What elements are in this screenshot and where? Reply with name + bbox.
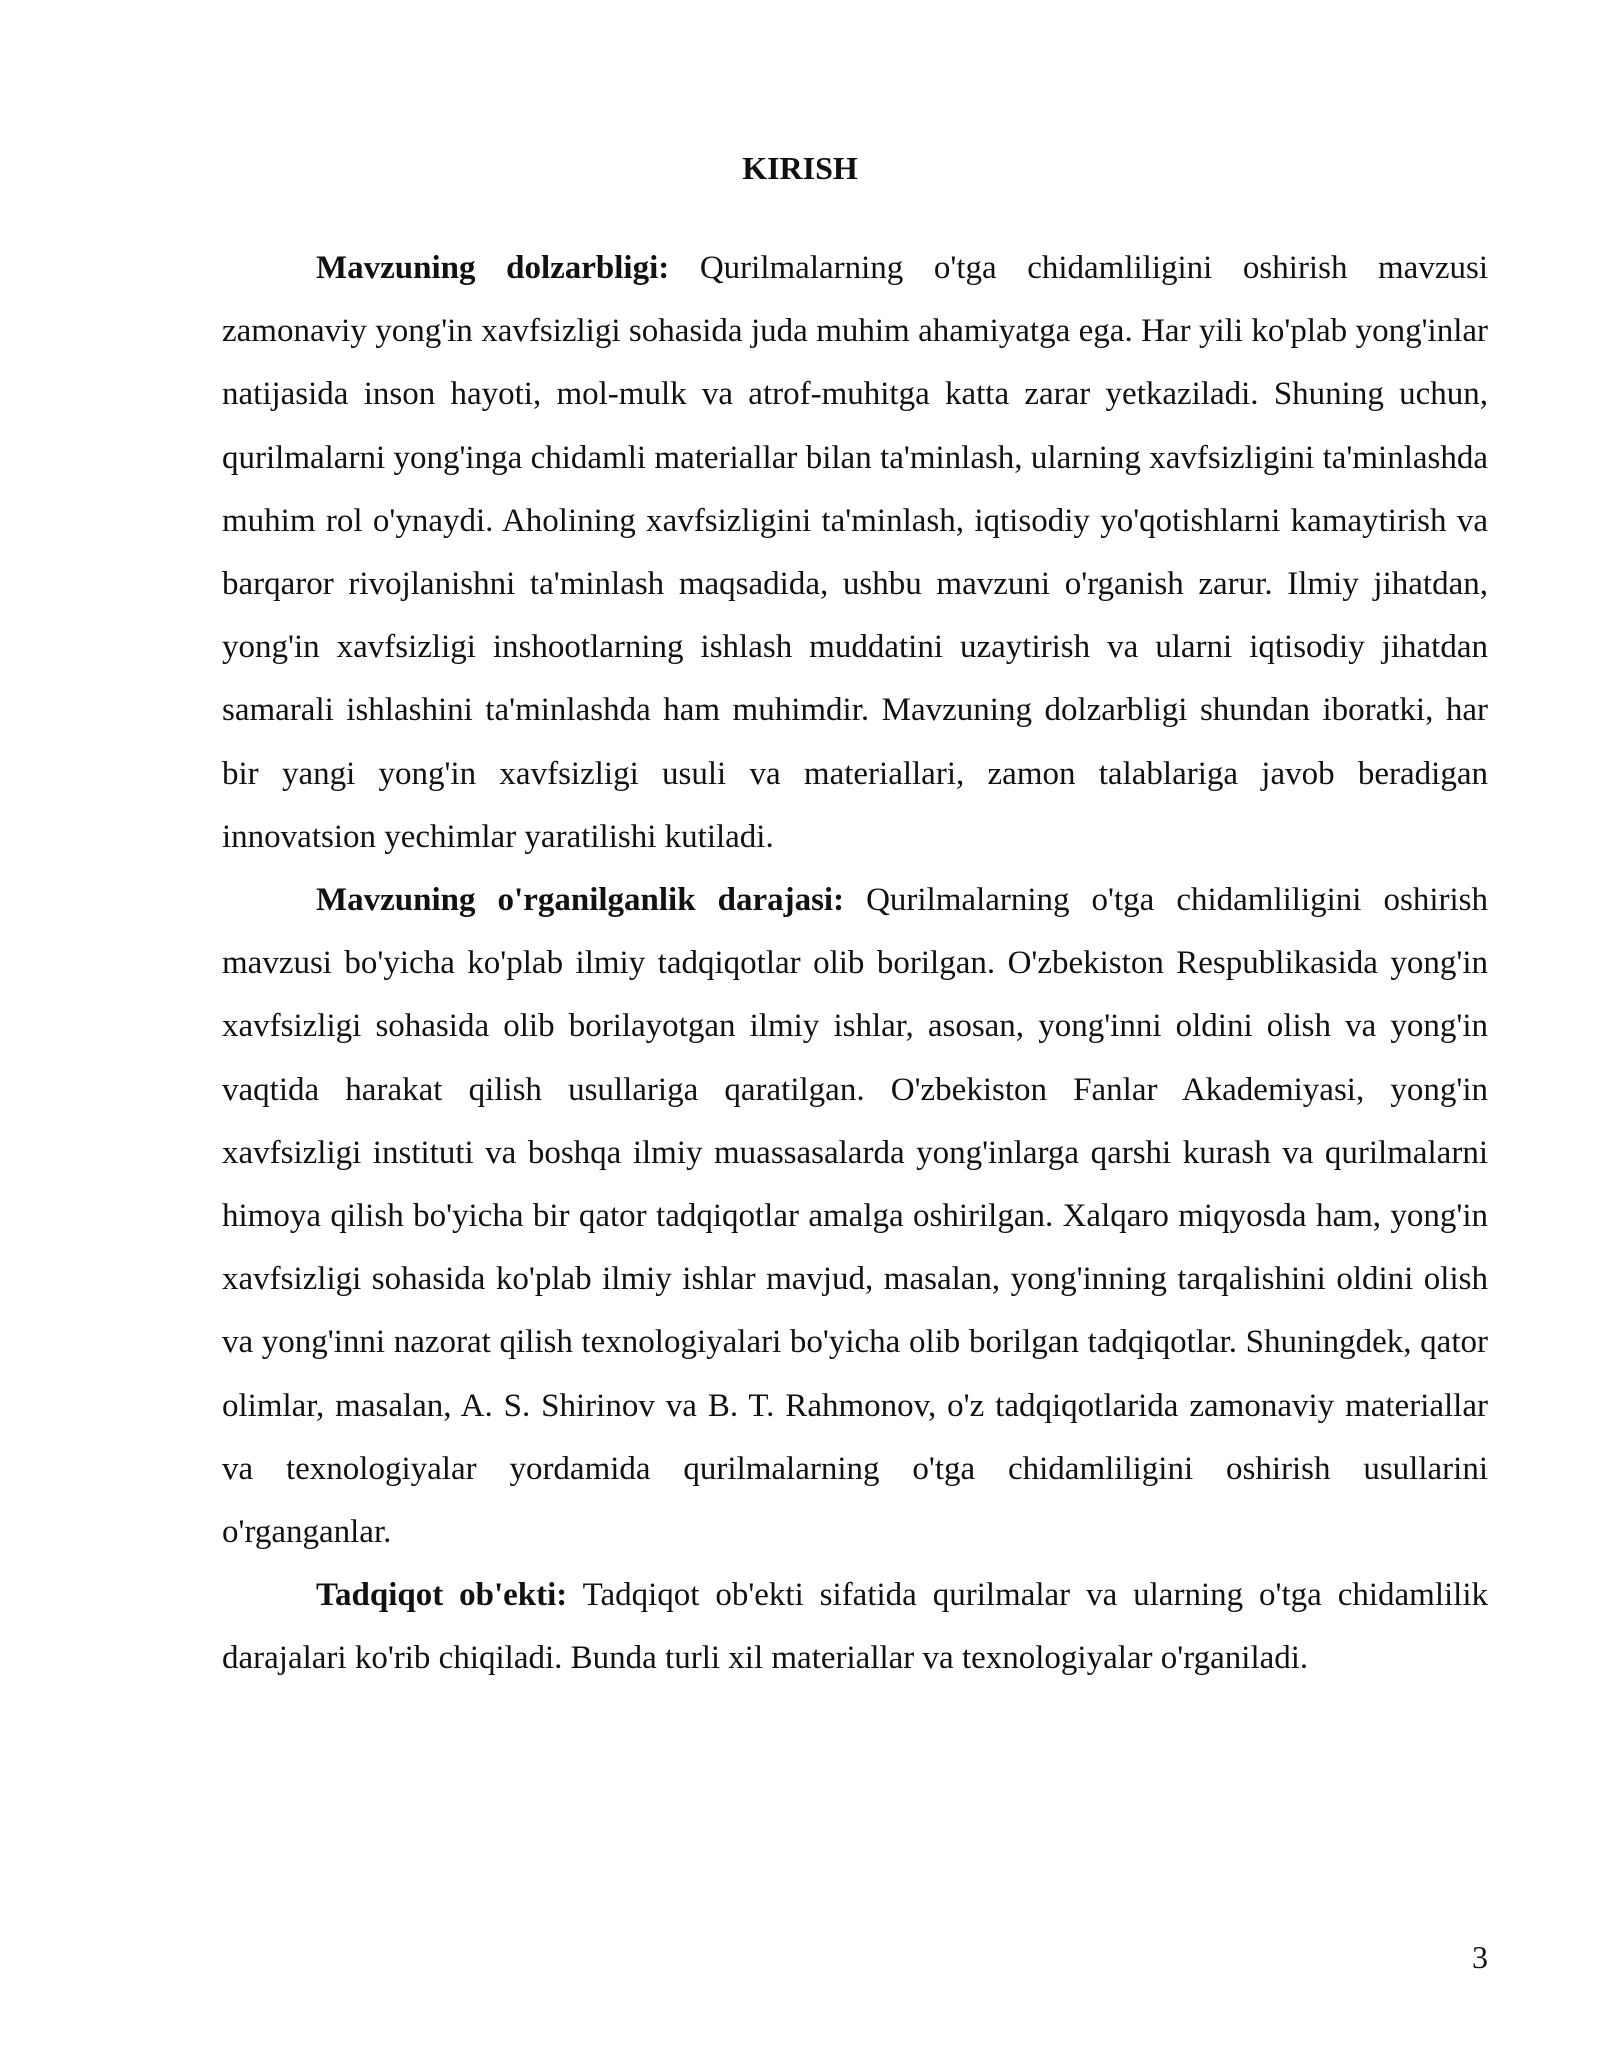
page-number: 3 bbox=[1472, 1939, 1488, 1975]
paragraph-lead: Mavzuning dolzarbligi: bbox=[316, 250, 670, 286]
paragraph-lead: Tadqiqot ob'ekti: bbox=[316, 1577, 568, 1614]
page-title: KIRISH bbox=[742, 150, 858, 186]
paragraph-study-level bbox=[222, 869, 1488, 1564]
paragraph-text: Qurilmalarning o'tga chidamliligini oshirish mavzusi zamonaviy yong'in xavfsizligi sohasida juda muhim ahamiyatga ega. Har yili ko'plab yong'inlar natijasida inson hayoti, mol-mulk va atrof-muhitga katta zarar yetkaziladi. Shuning uchun, qurilmalarni yong'inga chidamli materiallar bilan ta'minlash, ularning xavfsizligini ta'minlashda muhim rol o'ynaydi. Aholining xavfsizligini ta'minlash, iqtisodiy yo'qotishlarni kamaytirish va barqaror rivojlanishni ta'minlash maqsadida, ushbu mavzuni o'rganish zarur. Ilmiy jihatdan, yong'in xavfsizligi inshootlarning ishlash muddatini uzaytirish va ularni iqtisodiy jihatdan samarali ishlashini ta'minlashda ham muhimdir. Mavzuning dolzarbligi shundan iboratki, har bir yangi yong'in xavfsizligi usuli va materiallari, zamon talablariga javob beradigan innovatsion yechimlar yaratilishi kutiladi. bbox=[222, 250, 1488, 855]
paragraph-text: Qurilmalarning o'tga chidamliligini oshirish mavzusi bo'yicha ko'plab ilmiy tadqiqotlar olib borilgan. O'zbekiston Respublikasida yong'in xavfsizligi sohasida olib borilayotgan ilmiy ishlar, asosan, yong'inni oldini olish va yong'in vaqtida harakat qilish usullariga qaratilgan. O'zbekiston Fanlar Akademiyasi, yong'in xavfsizligi instituti va boshqa ilmiy muassasalarda yong'inlarga qarshi kurash va qurilmalarni himoya qilish bo'yicha bir qator tadqiqotlar amalga oshirilgan. Xalqaro miqyosda ham, yong'in xavfsizligi sohasida ko'plab ilmiy ishlar mavjud, masalan, yong'inning tarqalishini oldini olish va yong'inni nazorat qilish texnologiyalari bo'yicha olib borilgan tadqiqotlar. Shuningdek, qator olimlar, masalan, A. S. Shirinov va B. T. Rahmonov, o'z tadqiqotlarida zamonaviy materiallar va texnologiyalar yordamida qurilmalarning o'tga chidamliligini oshirish usullarini o'rganganlar. bbox=[222, 882, 1488, 1551]
body-text bbox=[222, 237, 1488, 1691]
paragraph-lead: Mavzuning o'rganilganlik darajasi: bbox=[316, 882, 845, 919]
paragraph-text: Tadqiqot ob'ekti sifatida qurilmalar va ularning o'tga chidamlilik darajalari ko'rib chiqiladi. Bunda turli xil materiallar va texnologiyalar o'rganiladi. bbox=[222, 1577, 1488, 1677]
paragraph-relevance bbox=[222, 237, 1488, 869]
paragraph-research-object bbox=[222, 1564, 1488, 1690]
